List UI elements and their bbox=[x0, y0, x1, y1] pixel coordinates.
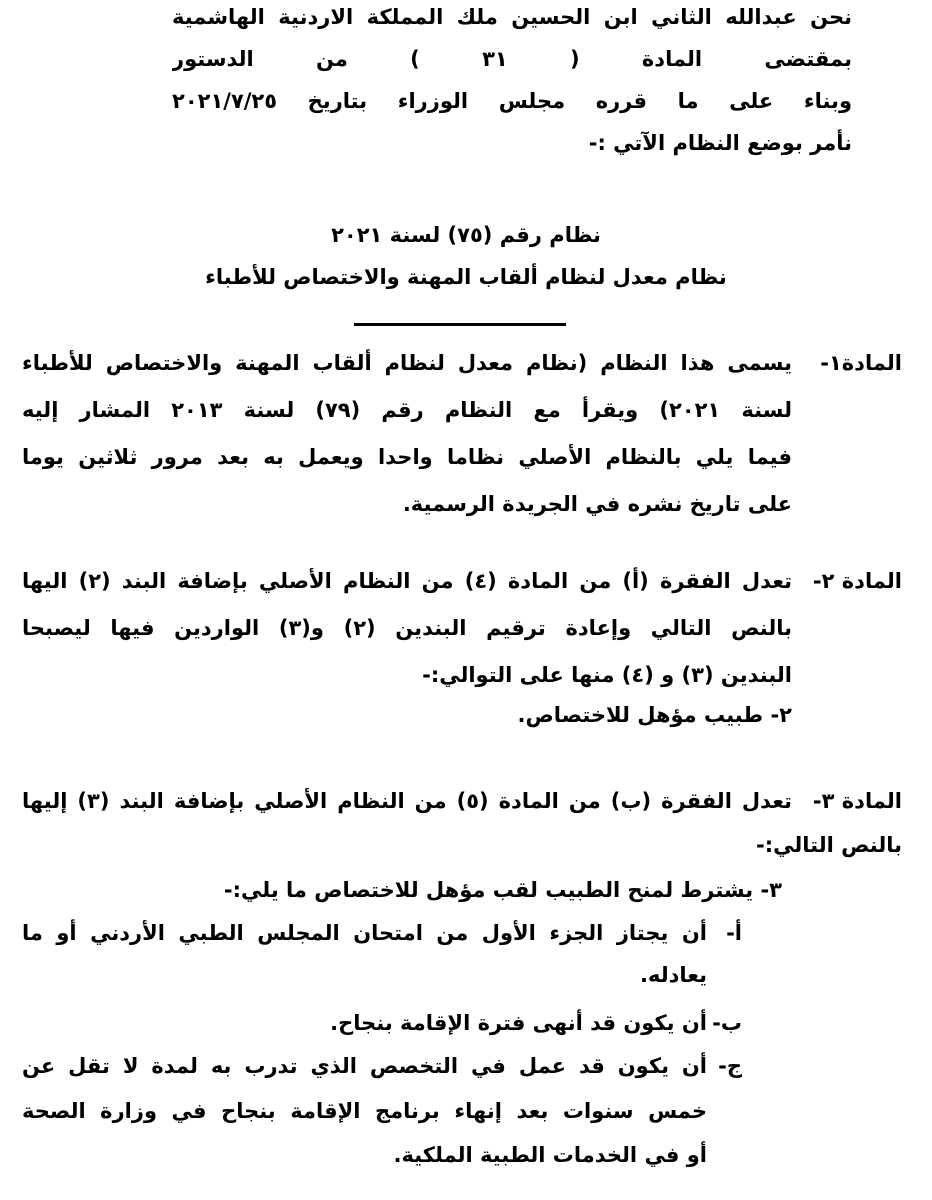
article-1-line-3: فيما يلي بالنظام الأصلي نظاما واحدا ويعمل به بعد مرور ثلاثين يوما bbox=[22, 445, 792, 469]
article-3-line-2: بالنص التالي:- bbox=[756, 833, 902, 857]
preamble-line-1: نحن عبدالله الثاني ابن الحسين ملك المملكة الاردنية الهاشمية bbox=[172, 5, 852, 29]
sub-item-c-line-1: أن يكون قد عمل في التخصص الذي تدرب به لمدة لا تقل عن bbox=[22, 1054, 707, 1078]
preamble-line-2: بمقتضى المادة ( ٣١ ) من الدستور bbox=[172, 47, 852, 71]
sub-item-b-line-1: أن يكون قد أنهى فترة الإقامة بنجاح. bbox=[330, 1011, 707, 1035]
sub-item-b-marker: ب- bbox=[712, 1011, 742, 1035]
title-divider bbox=[354, 323, 566, 326]
sub-item-a-line-1: أن يجتاز الجزء الأول من امتحان المجلس الطبي الأردني أو ما bbox=[22, 921, 707, 945]
article-2-line-2: بالنص التالي وإعادة ترقيم البندين (٢) و(٣) الواردين فيها ليصبحا bbox=[22, 616, 792, 640]
article-1-line-1: يسمى هذا النظام (نظام معدل لنظام ألقاب المهنة والاختصاص للأطباء bbox=[22, 351, 792, 375]
article-1-label: المادة١- bbox=[820, 351, 902, 375]
article-3-item-3: ٣- يشترط لمنح الطبيب لقب مؤهل للاختصاص ما يلي:- bbox=[223, 878, 782, 902]
regulation-number-title: نظام رقم (٧٥) لسنة ٢٠٢١ bbox=[331, 223, 601, 247]
article-2-line-1: تعدل الفقرة (أ) من المادة (٤) من النظام الأصلي بإضافة البند (٢) اليها bbox=[22, 569, 792, 593]
article-3-label: المادة ٣- bbox=[812, 789, 902, 813]
article-3-line-1: تعدل الفقرة (ب) من المادة (٥) من النظام الأصلي بإضافة البند (٣) إليها bbox=[22, 789, 792, 813]
article-2-label: المادة ٢- bbox=[812, 569, 902, 593]
sub-item-a-marker: أ- bbox=[726, 921, 742, 945]
article-2-item-2: ٢- طبيب مؤهل للاختصاص. bbox=[517, 703, 792, 727]
sub-item-c-line-3: أو في الخدمات الطبية الملكية. bbox=[393, 1143, 707, 1167]
article-2-line-3: البندين (٣) و (٤) منها على التوالي:- bbox=[422, 663, 792, 687]
regulation-title: نظام معدل لنظام ألقاب المهنة والاختصاص للأطباء bbox=[205, 265, 727, 289]
article-1-line-4: على تاريخ نشره في الجريدة الرسمية. bbox=[402, 492, 792, 516]
sub-item-c-line-2: خمس سنوات بعد إنهاء برنامج الإقامة بنجاح في وزارة الصحة bbox=[22, 1099, 707, 1123]
preamble-line-4: نأمر بوضع النظام الآتي :- bbox=[588, 131, 852, 155]
preamble-line-3: وبناء على ما قرره مجلس الوزراء بتاريخ ٢٠٢١/٧/٢٥ bbox=[172, 89, 852, 113]
article-1-line-2: لسنة ٢٠٢١) ويقرأ مع النظام رقم (٧٩) لسنة ٢٠١٣ المشار إليه bbox=[22, 398, 792, 422]
sub-item-c-marker: ج- bbox=[718, 1054, 742, 1078]
sub-item-a-line-2: يعادله. bbox=[640, 963, 707, 987]
